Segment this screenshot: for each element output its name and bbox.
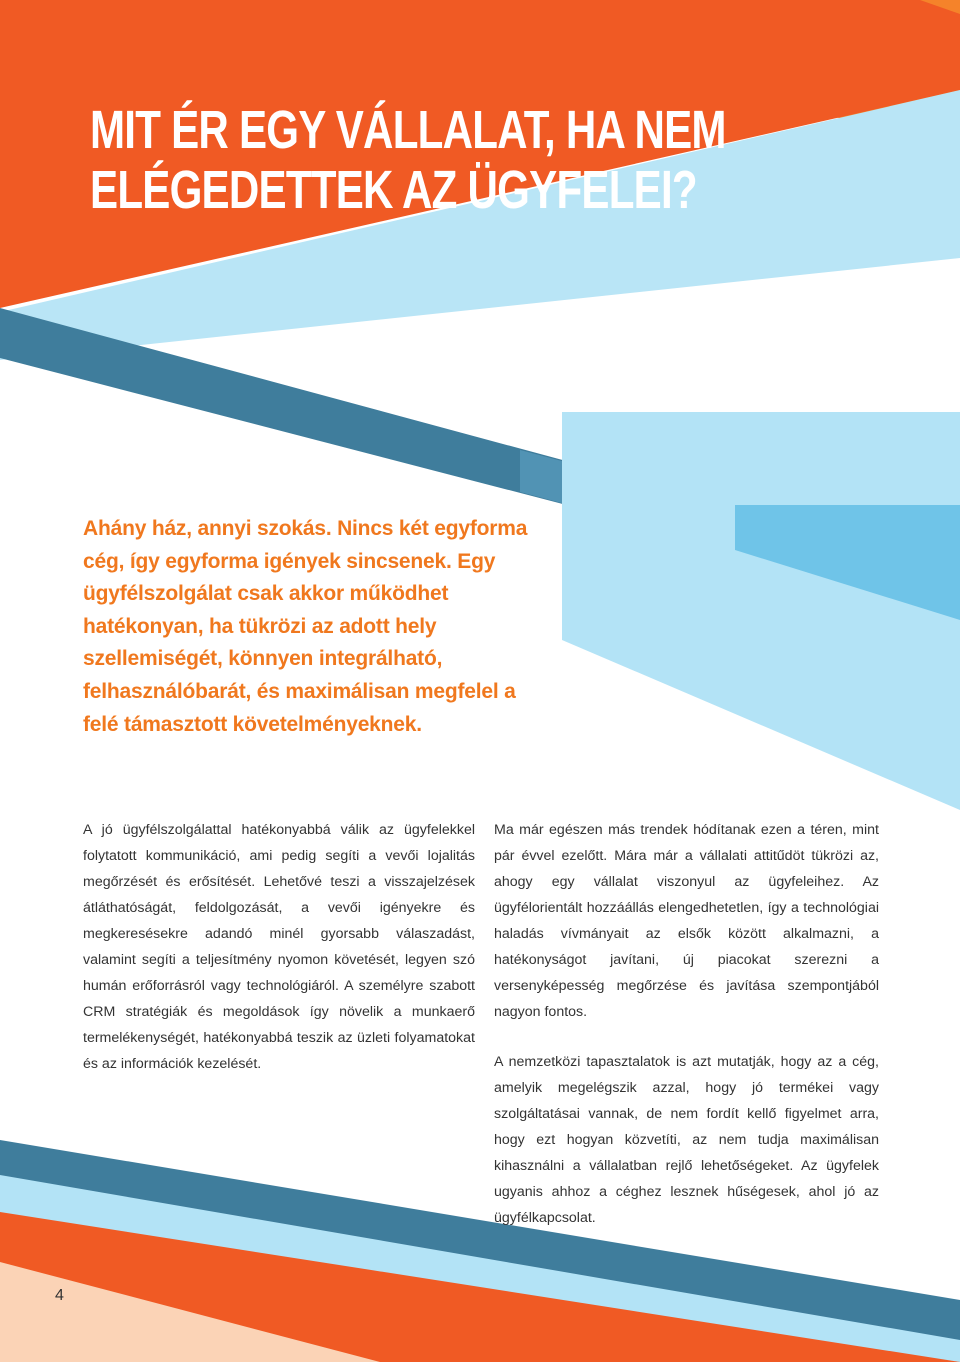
lead-paragraph: Ahány ház, annyi szokás. Nincs két egyforma cég, így egyforma igények sincsenek. Egy ügyfélszolgálat csak akkor működhet hatékonyan, ha tükrözi az adott hely szellemiségét, könnyen integrálható, felhasználóbarát, és maximálisan megfelel a felé támasztott követelményeknek. bbox=[83, 517, 528, 736]
body-paragraph: Ma már egészen más trendek hódítanak ezen a téren, mint pár évvel ezelőtt. Mára már a vállalati attitűdöt tükrözi az, ahogy egy vállalat viszonyul az ügyfeleihez. Az ügyfélorientált hozzáállás elengedhetetlen, így a technológiai haladás vívmányait az elsők között alkalmazni, a hatékonyságot javítani, új piacokat szerezni a versenyképesség megőrzése és javítása szempontjából nagyon fontos. bbox=[494, 822, 879, 1020]
title-line-1: MIT ÉR EGY VÁLLALAT, HA NEM bbox=[90, 100, 726, 160]
body-column-right bbox=[494, 817, 879, 1255]
page-title bbox=[90, 100, 730, 220]
title-line-2: ELÉGEDETTEK AZ ÜGYFELEI? bbox=[90, 160, 697, 220]
page-number: 4 bbox=[55, 1287, 64, 1304]
body-paragraph: A jó ügyfélszolgálattal hatékonyabbá válik az ügyfelekkel folytatott kommunikáció, ami pedig segíti a vevői lojalitás megőrzését és erősítését. Lehetővé teszi a visszajelzések átláthatóságát, feldolgozását, a vevői igényekre és megkeresésekre adandó minél gyorsabb válaszadást, valamint segíti a teljesítmény nyomon követését, legyen szó humán erőforrásról vagy technológiáról. A személyre szabott CRM stratégiák és megoldások így növelik a munkaerő termelékenységét, hatékonyabbá teszik az üzleti folyamatokat és az információk kezelését. bbox=[83, 822, 475, 1072]
body-paragraph: A nemzetközi tapasztalatok is azt mutatják, hogy az a cég, amelyik megelégszik azzal, hogy jó termékei vagy szolgáltatásai vannak, de nem fordít kellő figyelmet arra, hogy ezt hogyan közvetíti, az nem tudja maximálisan kihasználni a vállalatban rejlő lehetőségeket. Az ügyfelek ugyanis ahhoz a céghez lesznek hűségesek, ahol jó az ügyfélkapcsolat. bbox=[494, 1054, 879, 1226]
body-column-left bbox=[83, 817, 475, 1101]
bg-right-blue-block bbox=[562, 412, 960, 810]
